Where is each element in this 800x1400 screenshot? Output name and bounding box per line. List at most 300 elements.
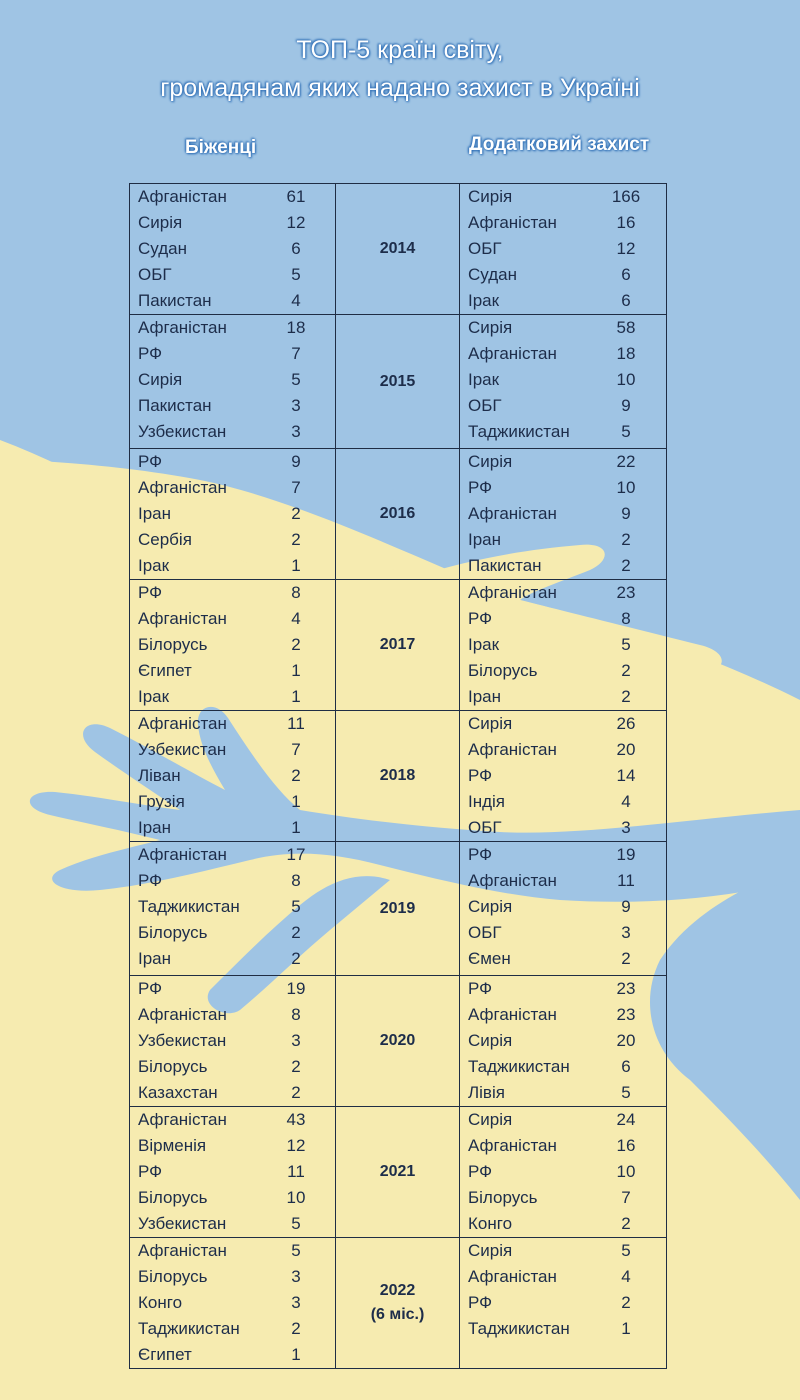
year-cell [336,711,460,842]
country-count: 12 [286,1136,306,1155]
country-count: 3 [291,396,301,415]
country-count: 4 [621,1267,631,1286]
country-count: 5 [291,897,301,916]
country-entry [460,868,666,894]
country-count: 20 [616,740,636,759]
country-entry [460,236,666,262]
country-name: Пакистан [138,396,212,415]
country-name: РФ [468,478,493,497]
country-name: Ірак [138,556,170,575]
country-entry [460,1028,666,1054]
country-entry [460,1002,666,1028]
country-name: Ірак [468,370,500,389]
country-entry [130,1316,335,1342]
country-name: РФ [468,979,493,998]
country-entry [460,210,666,236]
country-name: Ірак [468,635,500,654]
country-name: РФ [138,452,163,471]
country-name: Судан [138,239,187,258]
country-name: ОБГ [468,818,502,837]
country-name: Афганістан [468,583,557,602]
country-entry [130,1159,335,1185]
country-name: Іран [138,818,172,837]
country-count: 1 [291,1345,301,1364]
country-entry [130,894,335,920]
country-count: 26 [616,714,636,733]
country-count: 9 [291,452,301,471]
country-count: 3 [621,923,631,942]
country-name: Казахстан [138,1083,218,1102]
country-name: Ліван [138,766,181,785]
country-name: Узбекистан [138,1031,227,1050]
country-name: Сирія [468,452,513,471]
country-count: 2 [621,556,631,575]
country-count: 19 [286,979,306,998]
country-name: Іран [468,530,502,549]
country-name: Таджикистан [138,1319,240,1338]
country-entry [130,341,335,367]
country-entry [460,315,666,341]
year-label: 2020 [379,1032,416,1049]
country-entry [460,711,666,737]
country-entry [460,580,666,606]
country-entry [130,1002,335,1028]
country-count: 3 [621,818,631,837]
country-name: Сирія [138,213,183,232]
country-name: Ірак [138,687,170,706]
country-entry [130,449,335,475]
refugees-cell [130,449,336,580]
additional-protection-cell [460,580,667,711]
country-entry [130,1028,335,1054]
country-entry [130,1054,335,1080]
year-label: 2021 [379,1163,416,1180]
country-count: 16 [616,213,636,232]
year-cell [336,976,460,1107]
country-name: Пакистан [138,291,212,310]
country-name: Афганістан [468,504,557,523]
country-entry [460,632,666,658]
country-name: Сирія [138,370,183,389]
country-entry [130,236,335,262]
country-entry [460,553,666,579]
country-entry [130,288,335,314]
country-count: 2 [291,766,301,785]
country-name: ОБГ [138,265,172,284]
country-name: Єгипет [138,1345,192,1364]
country-name: Єгипет [138,661,192,680]
country-entry [130,419,335,445]
year-row [130,976,667,1107]
country-entry [130,553,335,579]
country-count: 2 [291,949,301,968]
country-entry [130,475,335,501]
country-entry [460,1107,666,1133]
country-name: Афганістан [138,187,227,206]
country-count: 2 [621,949,631,968]
country-entry [460,341,666,367]
country-count: 18 [286,318,306,337]
refugees-cell [130,1107,336,1238]
country-name: Узбекистан [138,1214,227,1233]
country-entry [460,606,666,632]
country-name: РФ [138,1162,163,1181]
country-entry [130,920,335,946]
country-name: Афганістан [468,1267,557,1286]
year-cell [336,184,460,315]
country-name: Афганістан [138,318,227,337]
page-title-line-1: ТОП-5 країн світу, [296,36,504,64]
country-name: Конго [138,1293,183,1312]
country-entry [130,184,335,210]
country-entry [130,763,335,789]
country-entry [130,1080,335,1106]
country-entry [130,315,335,341]
additional-protection-cell [460,184,667,315]
year-row [130,315,667,449]
country-entry [460,527,666,553]
country-entry [130,976,335,1002]
country-count: 2 [291,923,301,942]
country-name: Афганістан [138,714,227,733]
country-count: 1 [291,556,301,575]
country-count: 7 [291,740,301,759]
country-entry [130,262,335,288]
country-count: 11 [617,871,635,890]
country-count: 11 [287,1162,305,1181]
country-count: 6 [621,265,631,284]
country-entry [130,1264,335,1290]
country-count: 3 [291,1267,301,1286]
country-name: Судан [468,265,517,284]
country-name: Конго [468,1214,513,1233]
country-count: 1 [621,1319,631,1338]
country-entry [460,501,666,527]
country-count: 10 [286,1188,306,1207]
additional-protection-cell [460,315,667,449]
country-name: Узбекистан [138,422,227,441]
country-entry [460,789,666,815]
refugees-cell [130,184,336,315]
country-name: Білорусь [138,1188,208,1207]
year-row [130,184,667,315]
country-entry [130,1290,335,1316]
country-entry [460,1054,666,1080]
country-entry [460,367,666,393]
year-cell [336,449,460,580]
country-entry [460,946,666,972]
country-entry [130,1133,335,1159]
additional-protection-cell [460,842,667,976]
additional-protection-cell [460,711,667,842]
country-entry [130,527,335,553]
country-name: Афганістан [138,1241,227,1260]
year-row [130,449,667,580]
country-entry [130,868,335,894]
country-entry [460,419,666,445]
country-entry [460,1185,666,1211]
country-count: 2 [621,687,631,706]
country-name: Афганістан [468,213,557,232]
country-name: РФ [138,979,163,998]
country-count: 23 [616,583,636,602]
country-count: 7 [291,344,301,363]
year-label: 2018 [379,767,416,784]
country-entry [130,1238,335,1264]
country-entry [130,946,335,972]
country-count: 18 [616,344,636,363]
country-name: Білорусь [468,661,538,680]
country-name: Сирія [468,1110,513,1129]
country-name: Іран [138,949,172,968]
country-name: Афганістан [468,1136,557,1155]
country-name: Афганістан [138,478,227,497]
country-count: 6 [291,239,301,258]
country-name: Білорусь [138,1267,208,1286]
country-entry [460,815,666,841]
year-cell [336,842,460,976]
country-count: 58 [616,318,636,337]
country-entry [460,737,666,763]
country-entry [460,184,666,210]
country-entry [130,711,335,737]
country-name: Білорусь [468,1188,538,1207]
year-label: 2022 [379,1282,416,1299]
country-count: 12 [286,213,306,232]
country-count: 4 [291,291,301,310]
year-cell [336,580,460,711]
year-row [130,1238,667,1369]
additional-protection-column-header: Додатковий захист [469,134,650,155]
country-count: 10 [616,1162,636,1181]
country-count: 8 [621,609,631,628]
country-count: 7 [621,1188,631,1207]
protection-table-body [130,184,667,1369]
country-name: Ірак [468,291,500,310]
country-name: Таджикистан [468,422,570,441]
country-count: 10 [616,370,636,389]
country-entry [460,449,666,475]
country-count: 14 [616,766,636,785]
country-name: Афганістан [468,871,557,890]
country-count: 10 [616,478,636,497]
country-count: 2 [291,1319,301,1338]
country-name: Сербія [138,530,192,549]
additional-protection-cell [460,1107,667,1238]
country-entry [460,976,666,1002]
year-row [130,1107,667,1238]
country-name: РФ [138,871,163,890]
country-name: Вірменія [138,1136,207,1155]
country-name: Сирія [468,187,513,206]
country-entry [460,475,666,501]
country-name: Білорусь [138,635,208,654]
country-count: 166 [611,187,641,206]
country-count: 5 [621,635,631,654]
country-entry [460,1238,666,1264]
year-label: 2015 [379,372,416,390]
country-count: 12 [616,239,636,258]
country-name: Грузія [138,792,185,811]
country-count: 1 [291,818,301,837]
country-entry [460,1211,666,1237]
year-row [130,711,667,842]
country-count: 24 [616,1110,636,1129]
country-name: РФ [138,583,163,602]
country-name: Іран [468,687,502,706]
country-count: 2 [291,530,301,549]
country-count: 4 [291,609,301,628]
country-count: 5 [291,370,301,389]
country-entry [130,789,335,815]
country-name: Індія [468,792,506,811]
country-count: 2 [291,635,301,654]
country-count: 43 [286,1110,306,1129]
country-count: 3 [291,422,301,441]
country-name: Афганістан [138,1005,227,1024]
country-count: 61 [286,187,306,206]
country-entry [130,606,335,632]
country-name: ОБГ [468,396,502,415]
country-count: 9 [621,504,631,523]
refugees-cell [130,315,336,449]
country-entry [130,1342,335,1368]
country-entry [130,815,335,841]
country-entry [460,262,666,288]
refugees-cell [130,976,336,1107]
country-count: 8 [291,583,301,602]
year-cell [336,1238,460,1369]
country-entry [130,1185,335,1211]
country-count: 5 [621,1241,631,1260]
country-count: 2 [621,661,631,680]
country-count: 5 [291,1214,301,1233]
country-count: 2 [291,504,301,523]
country-entry [130,658,335,684]
country-entry [460,658,666,684]
year-label: 2016 [379,505,416,522]
country-entry [130,501,335,527]
country-count: 3 [291,1031,301,1050]
country-entry [130,393,335,419]
country-entry [460,842,666,868]
country-name: Іран [138,504,172,523]
country-name: Таджикистан [468,1319,570,1338]
country-count: 20 [616,1031,636,1050]
country-name: Афганістан [138,845,227,864]
country-name: ОБГ [468,239,502,258]
country-name: Сирія [468,714,513,733]
country-count: 16 [616,1136,636,1155]
country-count: 2 [621,1214,631,1233]
year-cell [336,1107,460,1238]
country-name: Узбекистан [138,740,227,759]
country-name: Сирія [468,318,513,337]
year-label: 2017 [379,636,416,653]
country-name: РФ [138,344,163,363]
year-note: (6 міс.) [370,1306,425,1323]
country-entry [460,1133,666,1159]
country-name: Таджикистан [138,897,240,916]
year-row [130,842,667,976]
country-entry [130,1211,335,1237]
country-entry [130,367,335,393]
country-count: 5 [291,265,301,284]
country-name: РФ [468,1162,493,1181]
refugees-cell [130,711,336,842]
country-entry [130,684,335,710]
country-count: 17 [286,845,306,864]
country-count: 5 [621,1083,631,1102]
country-count: 6 [621,1057,631,1076]
country-count: 23 [616,979,636,998]
protection-table [129,183,667,1369]
additional-protection-cell [460,1238,667,1369]
country-count: 1 [291,661,301,680]
refugees-cell [130,580,336,711]
country-entry [130,842,335,868]
country-count: 2 [291,1083,301,1102]
country-count: 7 [291,478,301,497]
page-title-line-2: громадянам яких надано захист в Україні [160,74,640,102]
country-name: РФ [468,845,493,864]
country-count: 8 [291,1005,301,1024]
country-name: Афганістан [468,740,557,759]
additional-protection-cell [460,976,667,1107]
country-count: 23 [616,1005,636,1024]
country-count: 5 [291,1241,301,1260]
country-entry [460,1316,666,1342]
refugees-cell [130,1238,336,1369]
country-name: Білорусь [138,1057,208,1076]
country-name: Білорусь [138,923,208,942]
country-name: Пакистан [468,556,542,575]
year-label: 2014 [379,240,416,257]
country-count: 9 [621,396,631,415]
country-name: Афганістан [138,1110,227,1129]
refugees-cell [130,842,336,976]
country-name: ОБГ [468,923,502,942]
country-count: 8 [291,871,301,890]
country-entry [460,1080,666,1106]
country-entry [460,1264,666,1290]
country-count: 2 [291,1057,301,1076]
country-name: Сирія [468,1031,513,1050]
country-entry [460,763,666,789]
country-count: 5 [621,422,631,441]
country-name: Ємен [468,949,511,968]
year-label: 2019 [379,899,416,917]
country-name: РФ [468,609,493,628]
country-entry [130,580,335,606]
country-name: Афганістан [468,344,557,363]
country-name: Афганістан [138,609,227,628]
country-count: 9 [621,897,631,916]
country-count: 6 [621,291,631,310]
country-count: 3 [291,1293,301,1312]
country-count: 4 [621,792,631,811]
country-name: Сирія [468,897,513,916]
country-count: 2 [621,530,631,549]
country-entry [130,1107,335,1133]
country-entry [130,737,335,763]
year-row [130,580,667,711]
country-name: Лівія [468,1083,505,1102]
country-count: 1 [291,792,301,811]
country-entry [130,210,335,236]
country-entry [460,1159,666,1185]
country-name: Афганістан [468,1005,557,1024]
